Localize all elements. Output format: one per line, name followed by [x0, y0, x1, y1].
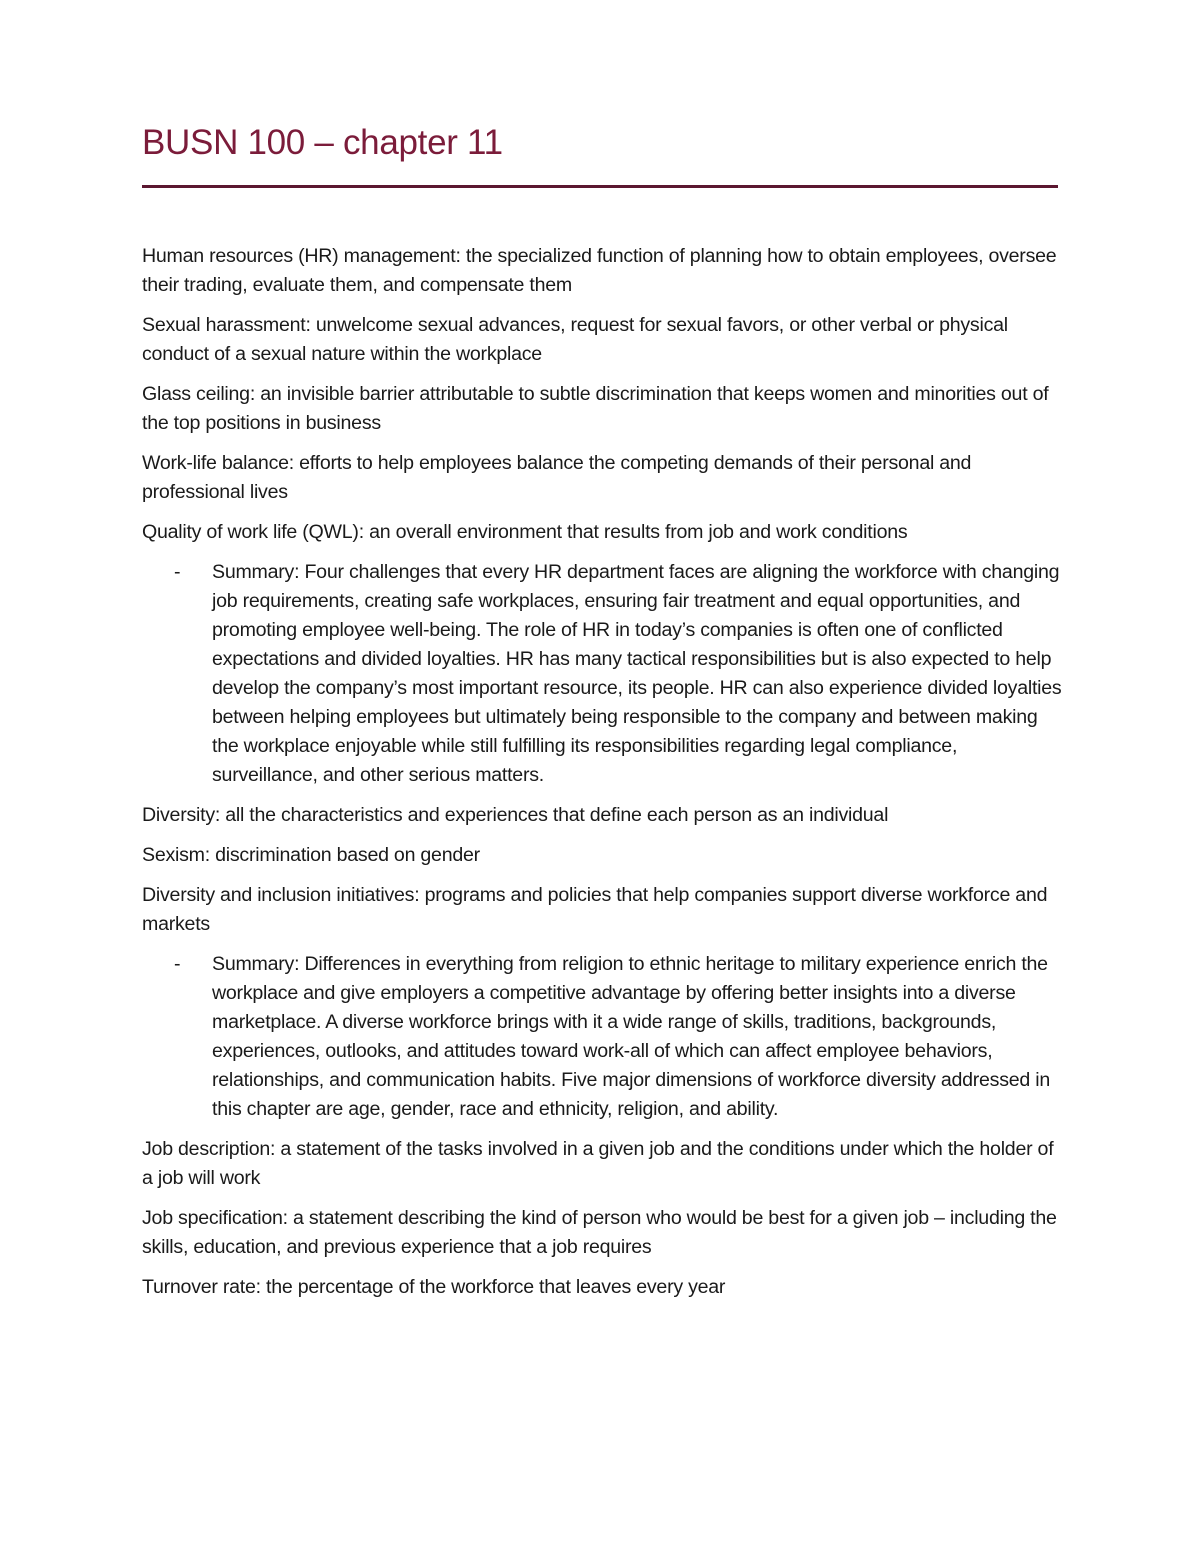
summary-text: Summary: Four challenges that every HR department faces are aligning the workforce with changing job requirements, creating safe workplaces, ensuring fair treatment and equal opportunities, and promoting employee well-being. The role of HR in today’s companies is often one of conflicted expectations and divided loyalties. HR has many tactical responsibilities but is also expected to help develop the company’s most important resource, its people. HR can also experience divided loyalties between helping employees but ultimately being responsible to the company and between making the workplace enjoyable while still fulfilling its responsibilities regarding legal compliance, surveillance, and other serious matters. [212, 561, 1062, 786]
page-title: BUSN 100 – chapter 11 [142, 123, 503, 162]
definition-job-specification: Job specification: a statement describing the kind of person who would be best for a given job – including the skills, education, and previous experience that a job requires [142, 1207, 1057, 1258]
definition-hr-management: Human resources (HR) management: the specialized function of planning how to obtain employees, oversee their trading, evaluate them, and compensate them [142, 245, 1057, 296]
summary-bullet-diversity [142, 950, 1062, 1124]
definition-job-description: Job description: a statement of the tasks involved in a given job and the conditions under which the holder of a job will work [142, 1138, 1054, 1189]
summary-bullet-hr-challenges [142, 558, 1062, 790]
definition-glass-ceiling: Glass ceiling: an invisible barrier attributable to subtle discrimination that keeps women and minorities out of the top positions in business [142, 383, 1049, 434]
definition-sexual-harassment: Sexual harassment: unwelcome sexual advances, request for sexual favors, or other verbal or physical conduct of a sexual nature within the workplace [142, 314, 1008, 365]
bullet-dash: - [174, 561, 181, 583]
definition-turnover-rate: Turnover rate: the percentage of the workforce that leaves every year [142, 1276, 726, 1298]
definition-quality-of-work-life: Quality of work life (QWL): an overall environment that results from job and work conditions [142, 521, 908, 543]
summary-text: Summary: Differences in everything from religion to ethnic heritage to military experience enrich the workplace and give employers a competitive advantage by offering better insights into a diverse marketplace. A diverse workforce brings with it a wide range of skills, traditions, backgrounds, experiences, outlooks, and attitudes toward work-all of which can affect employee behaviors, relationships, and communication habits. Five major dimensions of workforce diversity addressed in this chapter are age, gender, race and ethnicity, religion, and ability. [212, 953, 1051, 1120]
definition-work-life-balance: Work-life balance: efforts to help employees balance the competing demands of their personal and professional lives [142, 452, 972, 503]
title-divider [142, 185, 1058, 188]
notes-body [142, 242, 1062, 1313]
definition-sexism: Sexism: discrimination based on gender [142, 844, 480, 866]
definition-diversity-inclusion: Diversity and inclusion initiatives: programs and policies that help companies support diverse workforce and markets [142, 884, 1048, 935]
bullet-dash: - [174, 953, 181, 975]
definition-diversity: Diversity: all the characteristics and experiences that define each person as an individual [142, 804, 889, 826]
